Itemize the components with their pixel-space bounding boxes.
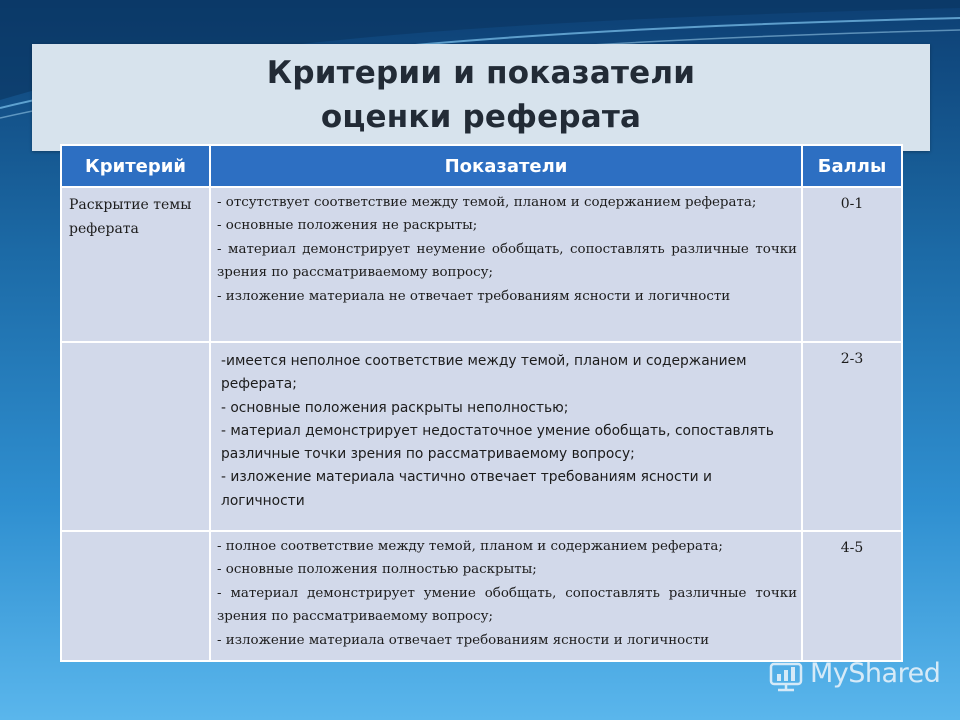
slide-title-line-2: оценки реферата — [320, 99, 642, 135]
indicator-item: - основные положения раскрыты неполностью; — [221, 399, 569, 416]
indicator-item: - полное соответствие между темой, планом и содержанием реферата; — [217, 539, 723, 554]
criterion-cell: Раскрытие темы реферата — [61, 187, 210, 342]
indicator-item: - отсутствует соответствие между темой, планом и содержанием реферата; — [217, 195, 757, 210]
criteria-table — [60, 144, 903, 662]
indicator-item: - изложение материала частично отвечает требованиям ясности и логичности — [221, 469, 712, 509]
table-row — [61, 342, 902, 531]
indicators-cell — [210, 531, 802, 661]
header-indicators: Показатели — [210, 145, 802, 187]
myshared-watermark — [768, 656, 948, 696]
indicator-item: - материал демонстрирует недостаточное умение обобщать, сопоставлять различные точки зрения по рассматриваемому вопросу; — [221, 422, 774, 463]
watermark-text: MyShared — [810, 658, 941, 689]
criterion-cell — [61, 531, 210, 661]
indicators-cell — [210, 342, 802, 531]
indicator-item: -имеется неполное соответствие между темой, планом и содержанием реферата; — [221, 353, 747, 393]
points-cell: 0-1 — [802, 187, 902, 342]
indicators-cell — [210, 187, 802, 342]
header-points: Баллы — [802, 145, 902, 187]
slide-title-box — [32, 44, 930, 151]
indicator-item: - основные положения полностью раскрыты; — [217, 562, 537, 578]
header-criterion: Критерий — [61, 145, 210, 187]
points-cell: 4-5 — [802, 531, 902, 661]
indicator-item: - материал демонстрирует неумение обобщать, сопоставлять различные точки зрения по рассматриваемому вопросу; — [217, 241, 797, 281]
slide-title-line-1: Критерии и показатели — [266, 55, 696, 91]
table-header-row — [61, 145, 902, 187]
table-row — [61, 531, 902, 661]
indicator-item: - материал демонстрирует умение обобщать, сопоставлять различные точки зрения по рассматриваемому вопросу; — [217, 585, 797, 625]
myshared-logo-icon — [768, 658, 804, 692]
criterion-cell — [61, 342, 210, 531]
indicator-item: - изложение материала отвечает требованиям ясности и логичности — [217, 632, 710, 648]
points-cell: 2-3 — [802, 342, 902, 531]
table-row — [61, 187, 902, 342]
indicator-item: - изложение материала не отвечает требованиям ясности и логичности — [217, 288, 731, 304]
indicator-item: - основные положения не раскрыты; — [217, 218, 478, 234]
